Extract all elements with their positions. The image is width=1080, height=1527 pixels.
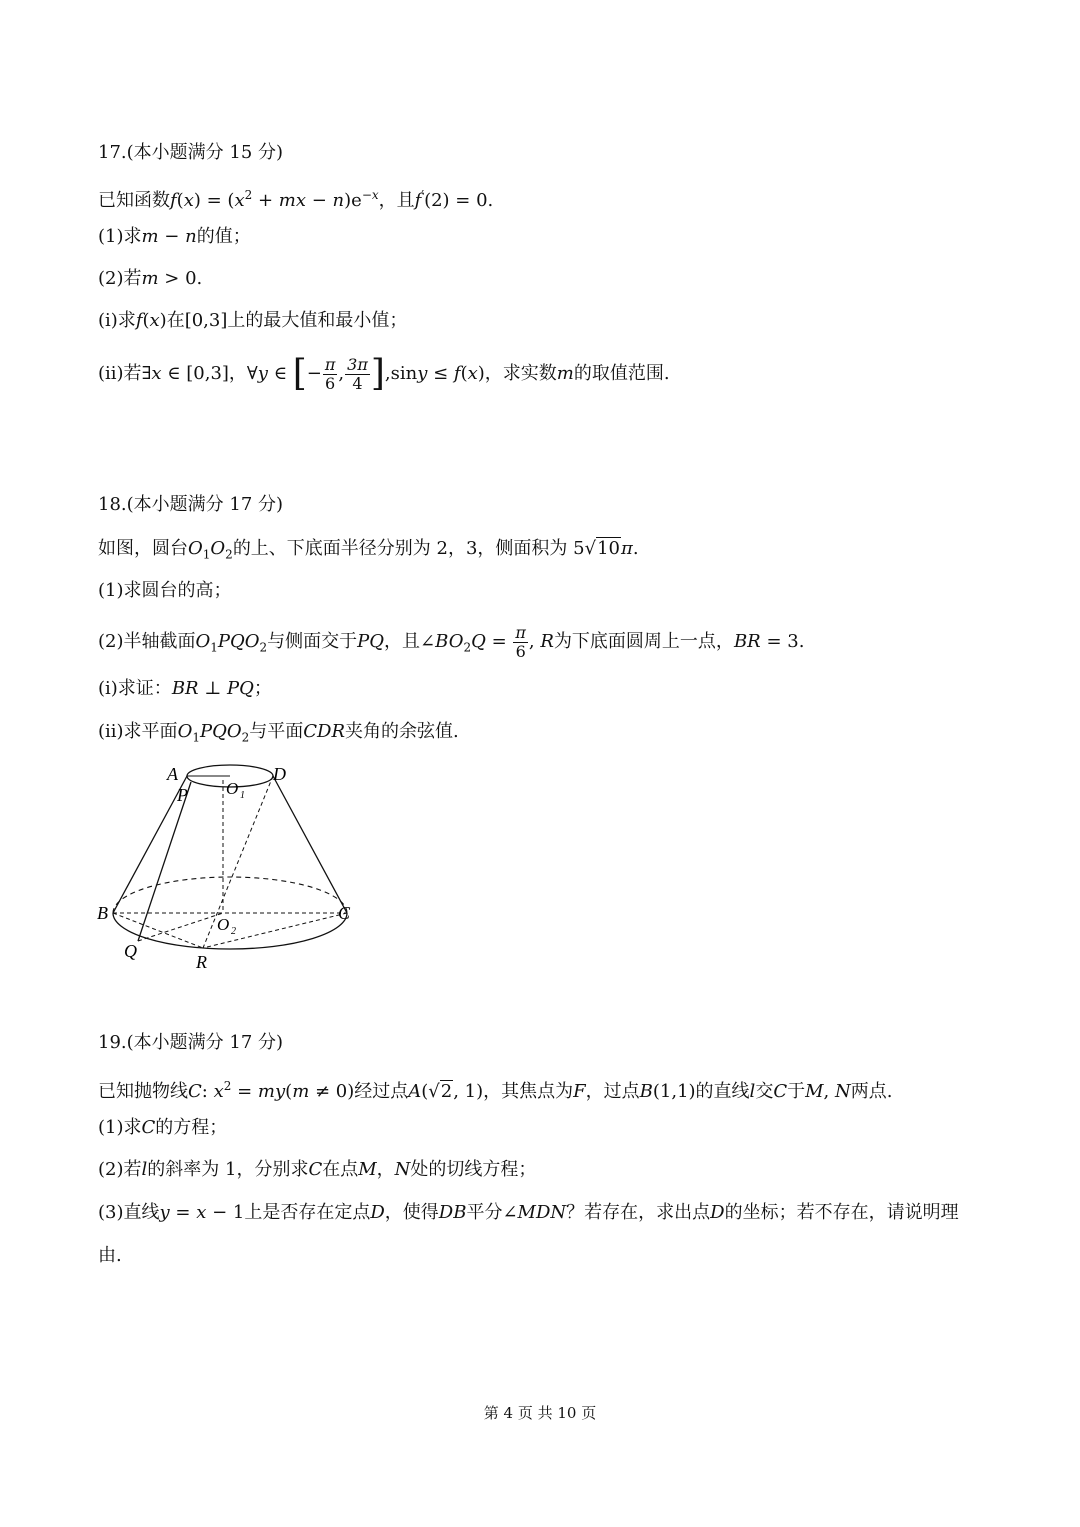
- q19-header: 19.(本小题满分 17 分): [98, 1032, 284, 1053]
- q17-part1: (1)求m − n的值；: [98, 226, 251, 247]
- label-A: A: [167, 764, 178, 784]
- q17-header: 17.(本小题满分 15 分): [98, 142, 284, 163]
- q17-part2: (2)若m > 0.: [98, 268, 203, 289]
- label-O1-sub: 1: [240, 790, 245, 801]
- q17-part2-ii: (ii)若∃x ∈ [0,3]，∀y ∈ [− $\frac{\pi}{6}$ , $\frac{3\pi}{4}$ ],siny ≤ f(x)，求实数m的取值范围.: [98, 353, 670, 394]
- frustum-figure: [95, 758, 365, 973]
- q19-stem: 已知抛物线C: $x^2 = my(m \ne 0)$经过点A(√2, 1)，其焦点为F，过点B(1,1)的直线l交C于M, N两点.: [98, 1079, 893, 1102]
- label-C: C: [338, 903, 351, 923]
- q18-part2-i: (i)求证：BR ⊥ PQ；: [98, 678, 272, 699]
- q17-stem: 已知函数$f(x) = (x^2$ + mx − $n)e^{-x}$，且f′(2) = 0.: [98, 188, 494, 211]
- q18-part2-ii: (ii)求平面$O_1PQO_2$与平面CDR夹角的余弦值.: [98, 721, 459, 745]
- q17-part2-i: (i)求f(x)在[0,3]上的最大值和最小值；: [98, 310, 408, 331]
- q18-header: 18.(本小题满分 17 分): [98, 494, 284, 515]
- q18-part2: (2)半轴截面$O_1PQO_2$与侧面交于PQ，且$\angle BO_2Q$ = $\frac{\pi}{6}$ , R为下底面圆周上一点，BR = 3.: [98, 622, 805, 661]
- label-P: P: [177, 785, 188, 805]
- label-O2-sub: 2: [231, 926, 236, 937]
- label-R: R: [196, 952, 207, 972]
- q18-stem: 如图，圆台$O_1O_2$的上、下底面半径分别为 2，3，侧面积为 5√10π.: [98, 538, 639, 562]
- page-footer: 第 4 页 共 10 页: [483, 1404, 597, 1422]
- label-Q: Q: [124, 941, 137, 961]
- q18-part1: (1)求圆台的高；: [98, 580, 232, 601]
- label-B: B: [97, 903, 108, 923]
- label-O2: O: [217, 915, 230, 934]
- label-O1: O: [226, 779, 239, 798]
- q19-part3: (3)直线y = x − 1上是否存在定点D，使得DB平分∠MDN？若存在，求出点D的坐标；若不存在，请说明理: [98, 1202, 959, 1223]
- q19-part1: (1)求C的方程；: [98, 1117, 228, 1138]
- label-D: D: [273, 764, 286, 784]
- q19-part2: (2)若l的斜率为 1，分别求C在点M，N处的切线方程；: [98, 1159, 537, 1180]
- q19-part3-cont: 由.: [98, 1245, 122, 1266]
